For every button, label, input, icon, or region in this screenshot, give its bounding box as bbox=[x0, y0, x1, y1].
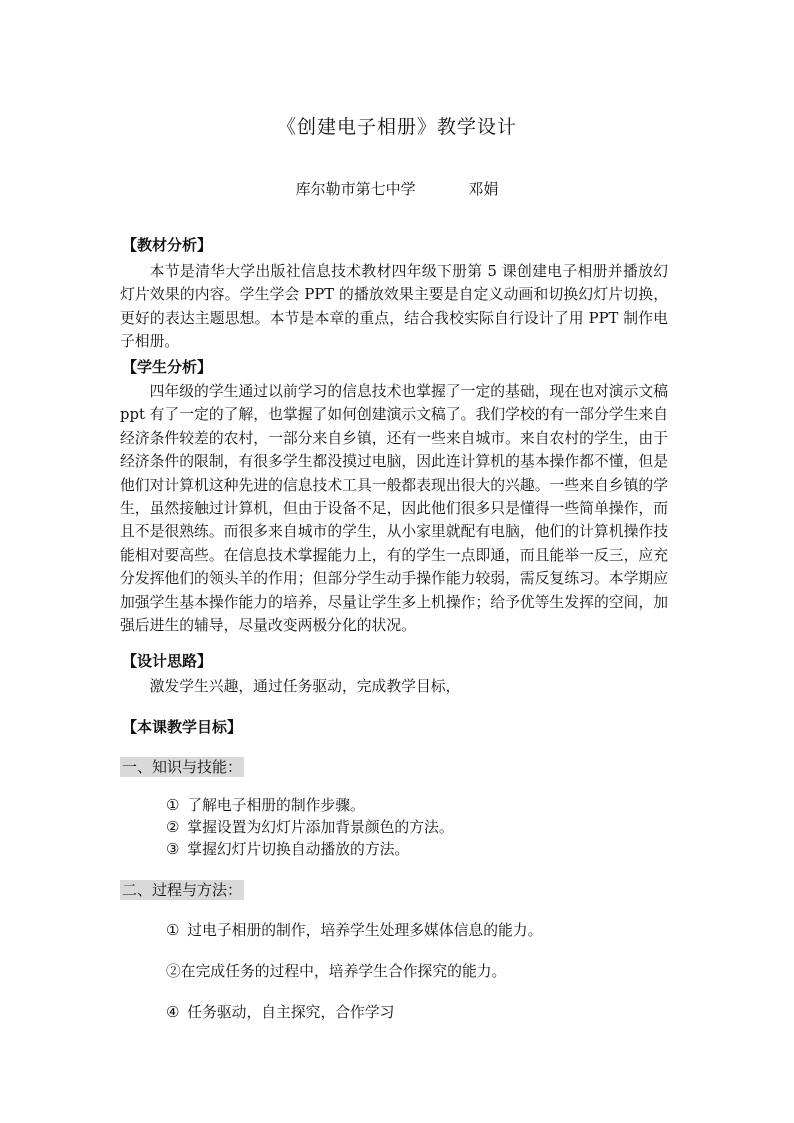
knowledge-skills-heading: 一、知识与技能： bbox=[122, 758, 243, 776]
student-analysis-heading: 【学生分析】 bbox=[122, 358, 213, 376]
school-name: 库尔勒市第七中学 bbox=[295, 180, 416, 198]
process-methods-heading: 二、过程与方法： bbox=[122, 881, 243, 899]
list-item-text: 任务驱动，自主探究，合作学习 bbox=[187, 1004, 395, 1021]
knowledge-list bbox=[166, 795, 454, 861]
list-item bbox=[166, 795, 454, 817]
process-item-1 bbox=[166, 919, 542, 940]
list-marker: ② bbox=[166, 819, 180, 836]
process-item-3 bbox=[166, 1001, 394, 1022]
design-idea-text: 激发学生兴趣，通过任务驱动，完成教学目标， bbox=[149, 678, 461, 695]
design-idea-heading: 【设计思路】 bbox=[122, 652, 213, 670]
material-analysis-heading: 【教材分析】 bbox=[122, 236, 213, 254]
list-item-text: 掌握设置为幻灯片添加背景颜色的方法。 bbox=[187, 819, 454, 836]
list-marker: ④ bbox=[166, 1004, 180, 1021]
list-item bbox=[166, 839, 454, 861]
student-analysis-text: 四年级的学生通过以前学习的信息技术也掌握了一定的基础，现在也对演示文稿 ppt 有了一定的了解，也掌握了如何创建演示文稿了。我们学校的有一部分学生来自经济条件较差的农村，一部分来自乡镇，还有一些来自城市。来自农村的学生，由于经济条件的限制，有很多学生都没摸过电脑，因此连计算机的基本操作都不懂，但是他们对计算机这种先进的信息技术工具一般都表现出很大的兴趣。一些来自乡镇的学生，虽然接触过计算机，但由于设备不足，因此他们很多只是懂得一些简单操作，而且不是很熟练。而很多来自城市的学生，从小家里就配有电脑，他们的计算机操作技能相对要高些。在信息技术掌握能力上，有的学生一点即通，而且能举一反三，应充分发挥他们的领头羊的作用；但部分学生动手操作能力较弱，需反复练习。本学期应加强学生基本操作能力的培养，尽量让学生多上机操作；给予优等生发挥的空间，加强后进生的辅导，尽量改变两极分化的状况。 bbox=[120, 383, 668, 635]
list-marker: ① bbox=[166, 922, 180, 939]
material-analysis-text: 本节是清华大学出版社信息技术教材四年级下册第 5 课创建电子相册并播放幻灯片效果的内容。学生学会 PPT 的播放效果主要是自定义动画和切换幻灯片切换，更好的表达主题思想。本节是本章的重点，结合我校实际自行设计了用 PPT 制作电子相册。 bbox=[120, 263, 668, 351]
list-item bbox=[166, 817, 454, 839]
teaching-goals-heading: 【本课教学目标】 bbox=[122, 718, 243, 736]
byline bbox=[0, 178, 794, 199]
list-marker: ① bbox=[166, 797, 180, 814]
list-item-text: 掌握幻灯片切换自动播放的方法。 bbox=[187, 841, 410, 858]
list-item-text: 了解电子相册的制作步骤。 bbox=[187, 797, 365, 814]
list-item-text: 过电子相册的制作，培养学生处理多媒体信息的能力。 bbox=[187, 922, 543, 939]
list-marker: ③ bbox=[166, 841, 180, 858]
page-title: 《创建电子相册》教学设计 bbox=[276, 116, 517, 138]
author-name: 邓娟 bbox=[468, 180, 499, 198]
process-item-2: ②在完成任务的过程中，培养学生合作探究的能力。 bbox=[166, 963, 507, 980]
